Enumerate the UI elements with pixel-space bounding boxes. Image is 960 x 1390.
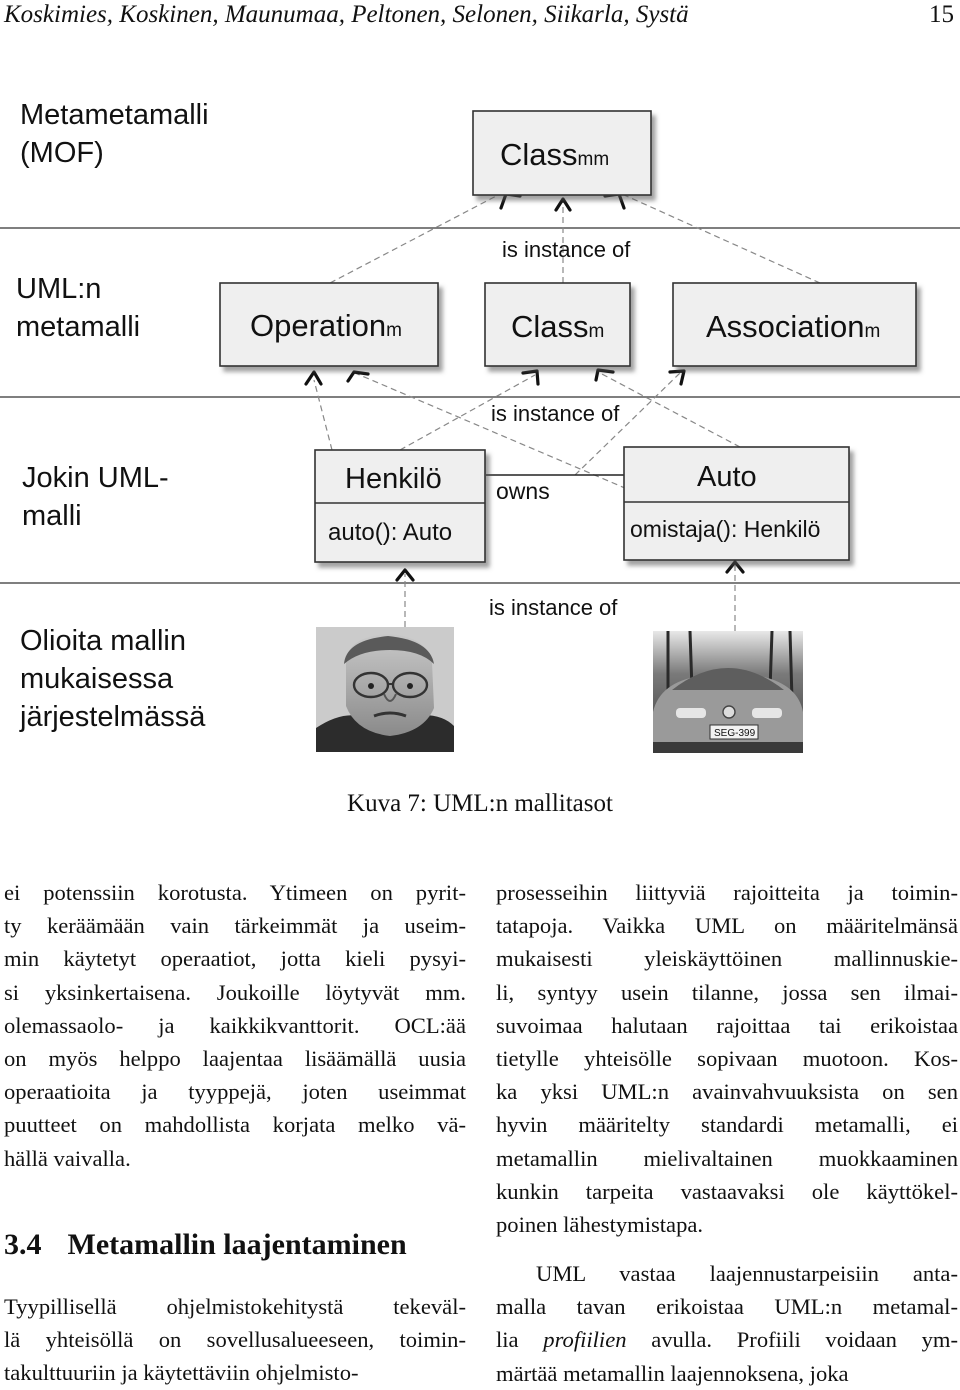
left-column-section-text: [4, 1290, 466, 1390]
instance-of-label-top: is instance of: [502, 237, 631, 262]
connector-association-to-classmm: [622, 194, 820, 283]
level-label-uml-model: Jokin UML-malli: [22, 462, 169, 532]
paragraph-line: takulttuuriin ja käytettäviin ohjelmisto-: [4, 1360, 359, 1386]
paragraph-line: prosesseihin liittyviä rajoitteita ja toimin-: [496, 880, 958, 905]
owns-label: owns: [496, 478, 550, 504]
section-title: Metamallin laajentaminen: [67, 1228, 407, 1261]
paragraph-line: märtää metamallin laajennoksena, joka: [496, 1360, 849, 1386]
arrowhead: [523, 371, 538, 384]
right-column-paragraph-2: [496, 1257, 958, 1390]
right-column: [496, 876, 958, 1241]
paragraph-line: poinen lähestymistapa.: [496, 1212, 704, 1238]
paragraph-line: li, syntyy usein tilanne, jossa sen ilmai-: [496, 979, 958, 1005]
henkilo-name: Henkilö: [345, 463, 442, 495]
level-label-metamodel: UML:n metamalli: [16, 273, 141, 343]
instance-of-label-bottom: is instance of: [489, 595, 618, 620]
car-photo: [653, 631, 803, 753]
person-photo: [316, 627, 454, 752]
operationm-name: Operation: [250, 308, 387, 343]
paragraph-line: lä yhteisöllä on sovellusalueeseen, toimin-: [4, 1327, 466, 1353]
paragraph-line: [496, 1323, 958, 1356]
paragraph-line: olemassaolo- ja kaikkikvanttorit. OCL:ää: [4, 1012, 466, 1038]
arrowhead: [605, 194, 624, 208]
paragraph-line: operaatioita ja tyyppejä, joten useimmat: [4, 1079, 466, 1105]
svg-text:Operationm: [250, 308, 402, 343]
text-run: lia: [496, 1327, 544, 1353]
figure-caption: Kuva 7: UML:n mallitasot: [347, 790, 613, 817]
arrowhead: [670, 371, 684, 384]
auto-name: Auto: [697, 461, 757, 493]
classmm-subscript: mm: [577, 149, 610, 170]
paragraph-line: suvoimaa halutaan rajoittaa tai erikoistaa: [496, 1012, 958, 1038]
paragraph-line: hällä vaivalla.: [4, 1145, 131, 1171]
associationm-name: Association: [706, 309, 865, 344]
paragraph-line: kunkin tarpeita vastaavaksi ole käyttökel-: [496, 1178, 958, 1204]
auto-member: omistaja(): Henkilö: [630, 516, 821, 542]
arrowhead: [306, 372, 321, 384]
emphasis-profiilien: profiilien: [543, 1327, 627, 1353]
text-run: avulla. Profiili voidaan ym-: [626, 1327, 959, 1353]
paragraph-line: metamallin mielivaltainen muokkaaminen: [496, 1145, 958, 1171]
level-label-metametamodel: Metametamalli (MOF): [20, 99, 209, 169]
paragraph-line: ty keräämään vain tärkeimmät ja useim-: [4, 913, 466, 939]
paragraph-line: tatapoja. Vaikka UML on määritelmänsä: [496, 913, 958, 939]
connector-auto-to-classm: [600, 373, 740, 447]
paragraph-line: on myös helppo laajentaa lisäämällä uusia: [4, 1046, 466, 1072]
connector-operation-to-classmm: [330, 194, 500, 283]
associationm-subscript: m: [864, 321, 881, 342]
car-license-plate: SEG-399: [714, 728, 756, 739]
henkilo-member: auto(): Auto: [328, 519, 453, 546]
svg-text:Associationm: [706, 309, 880, 344]
instance-of-label-middle: is instance of: [491, 401, 620, 426]
paragraph-line: si yksinkertaisena. Joukoille löytyvät mm.: [4, 979, 466, 1005]
arrowhead: [348, 372, 368, 381]
paragraph-line: tietylle yhteisölle sopivaan muotoon. Kos-: [496, 1046, 958, 1072]
paragraph-line: hyvin määritelty standardi metamalli, ei: [496, 1112, 958, 1138]
paragraph-line: malla tavan erikoistaa UML:n metamal-: [496, 1294, 958, 1320]
classm-name: Class: [511, 309, 589, 344]
paragraph-line: Tyypillisellä ohjelmistokehitystä tekeväl-: [4, 1294, 466, 1319]
paragraph-line: ka yksi UML:n avainvahvuuksista on sen: [496, 1079, 958, 1105]
paragraph-line: UML vastaa laajennustarpeisiin anta-: [536, 1261, 958, 1286]
paragraph-line: min käytetyt operaatiot, jotta kieli pysyi-: [4, 946, 466, 972]
section-number: 3.4: [4, 1228, 42, 1261]
connector-henkilo-to-operation: [314, 380, 332, 450]
operationm-subscript: m: [386, 320, 402, 341]
classm-subscript: m: [588, 321, 605, 342]
paragraph-line: mukaisesti yleiskäyttöinen mallinnuskie-: [496, 946, 958, 972]
section-heading: [4, 1228, 407, 1262]
paragraph-line: puutteet on mahdollista korjata melko vä-: [4, 1112, 466, 1138]
page-number: 15: [929, 1, 954, 28]
arrowhead: [501, 194, 520, 208]
classmm-name: Class: [500, 137, 578, 172]
running-header-authors: Koskimies, Koskinen, Maunumaa, Peltonen, Selonen, Siikarla, Systä: [4, 1, 689, 28]
paragraph-line: ei potenssiin korotusta. Ytimeen on pyrit-: [4, 880, 466, 905]
level-label-objects: Olioita mallin mukaisessa järjestelmässä: [20, 625, 206, 733]
left-column: [4, 876, 466, 1175]
